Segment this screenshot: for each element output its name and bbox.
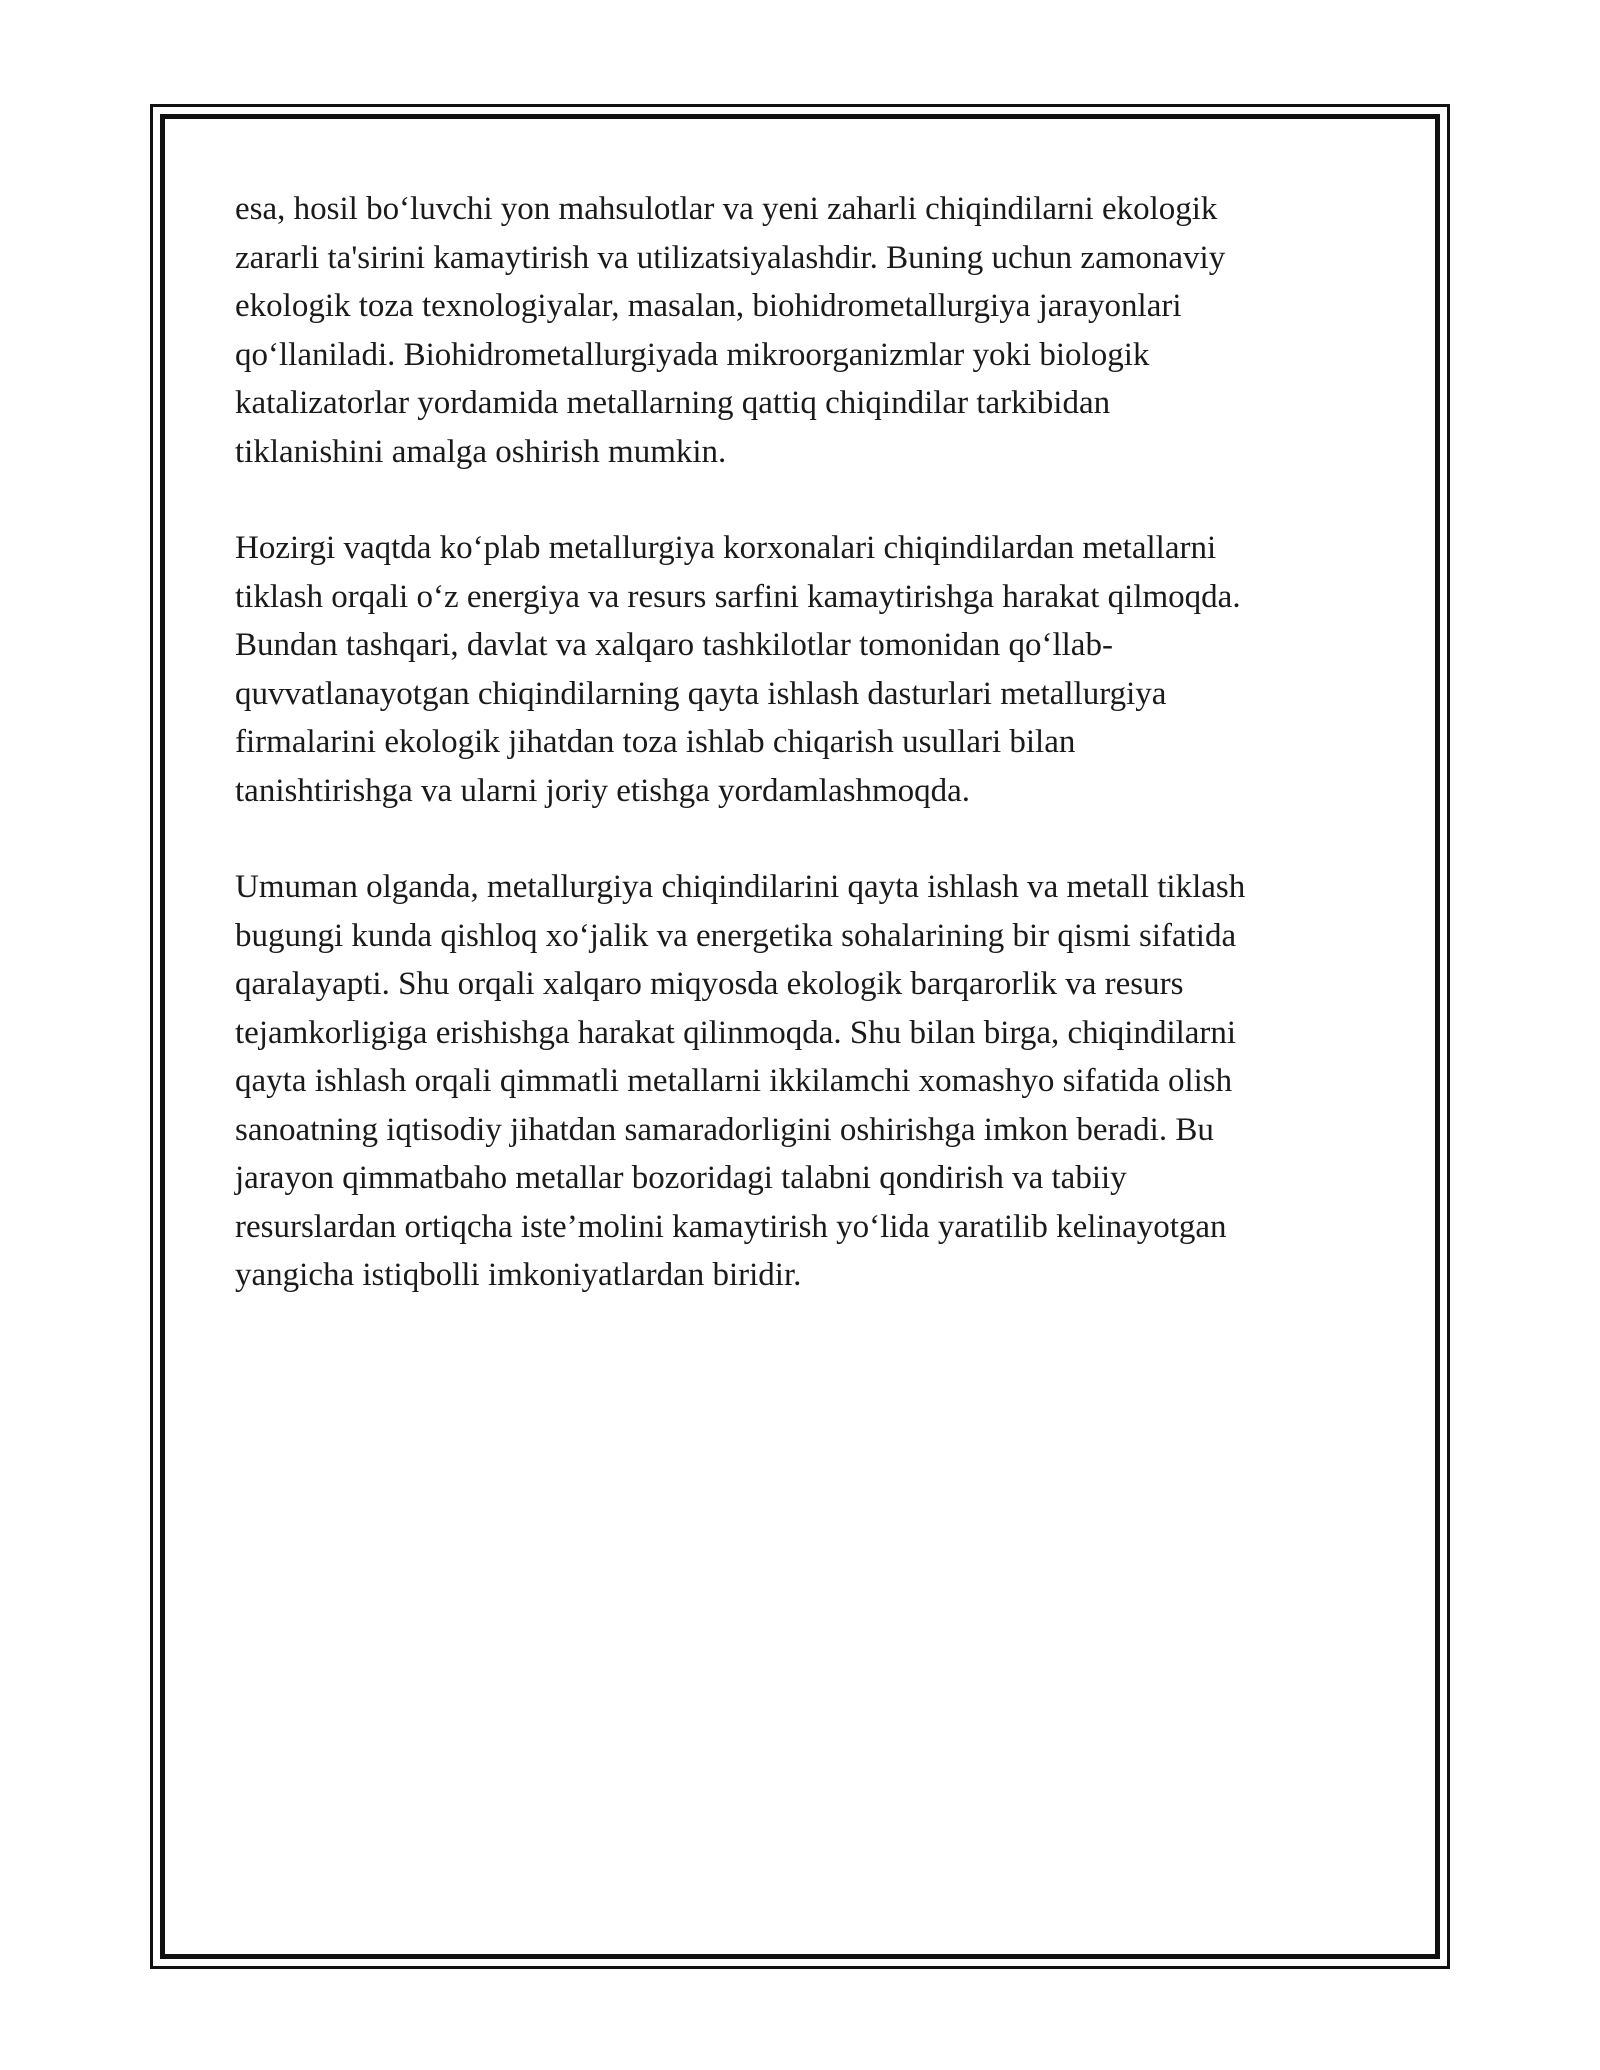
paragraph-3 <box>235 863 1375 1300</box>
text-line: quvvatlanayotgan chiqindilarning qayta ishlash dasturlari metallurgiya <box>235 675 1167 712</box>
text-line: tejamkorligiga erishishga harakat qilinmoqda. Shu bilan birga, chiqindilarni <box>235 1014 1237 1051</box>
text-line: Hozirgi vaqtda ko‘plab metallurgiya korxonalari chiqindilardan metallarni <box>235 530 1217 566</box>
text-line: qo‘llaniladi. Biohidrometallurgiyada mikroorganizmlar yoki biologik <box>235 336 1150 373</box>
text-line: resurslardan ortiqcha iste’molini kamaytirish yo‘lida yaratilib kelinayotgan <box>235 1208 1227 1245</box>
text-line: sanoatning iqtisodiy jihatdan samaradorligini oshirishga imkon beradi. Bu <box>235 1111 1214 1148</box>
text-line: zararli ta'sirini kamaytirish va utilizatsiyalashdir. Buning uchun zamonaviy <box>235 239 1226 276</box>
text-line: tiklash orqali o‘z energiya va resurs sarfini kamaytirishga harakat qilmoqda. <box>235 578 1241 615</box>
text-line: tiklanishini amalga oshirish mumkin. <box>235 433 727 470</box>
text-line: Umuman olganda, metallurgiya chiqindilarini qayta ishlash va metall tiklash <box>235 869 1246 905</box>
paragraph-1 <box>235 185 1375 476</box>
paragraph-2 <box>235 524 1375 815</box>
text-line: bugungi kunda qishloq xo‘jalik va energetika sohalarining bir qismi sifatida <box>235 917 1237 954</box>
text-line: jarayon qimmatbaho metallar bozoridagi talabni qondirish va tabiiy <box>235 1160 1127 1196</box>
text-line: yangicha istiqbolli imkoniyatlardan biridir. <box>235 1257 802 1293</box>
text-line: firmalarini ekologik jihatdan toza ishlab chiqarish usullari bilan <box>235 724 1076 760</box>
text-line: qaralayapti. Shu orqali xalqaro miqyosda ekologik barqarorlik va resurs <box>235 966 1184 1002</box>
document-body <box>235 185 1375 1348</box>
text-line: ekologik toza texnologiyalar, masalan, biohidrometallurgiya jarayonlari <box>235 288 1182 324</box>
text-line: Bundan tashqari, davlat va xalqaro tashkilotlar tomonidan qo‘llab- <box>235 627 1113 663</box>
text-line: qayta ishlash orqali qimmatli metallarni ikkilamchi xomashyo sifatida olish <box>235 1063 1233 1099</box>
text-line: esa, hosil bo‘luvchi yon mahsulotlar va yeni zaharli chiqindilarni ekologik <box>235 191 1218 227</box>
text-line: katalizatorlar yordamida metallarning qattiq chiqindilar tarkibidan <box>235 385 1111 421</box>
text-line: tanishtirishga va ularni joriy etishga yordamlashmoqda. <box>235 772 971 809</box>
